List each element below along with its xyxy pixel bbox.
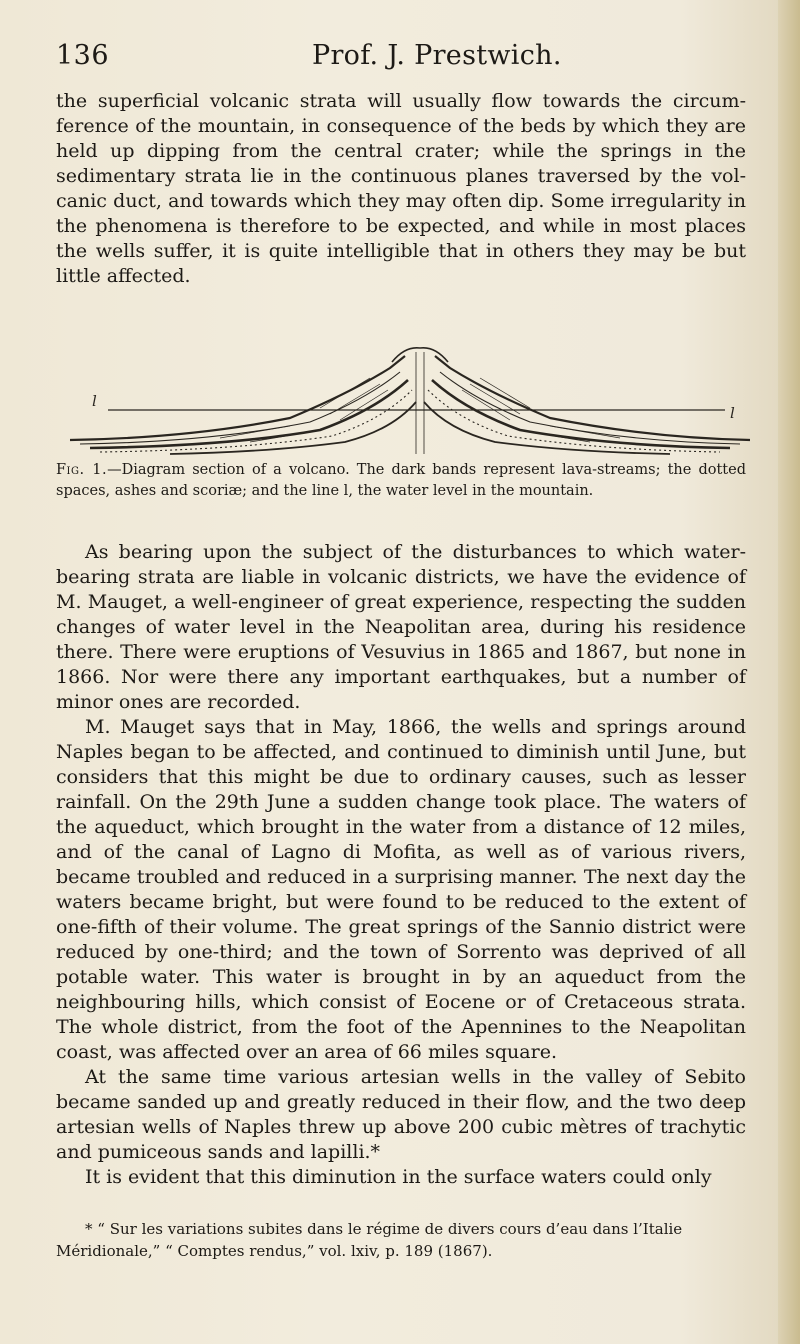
- running-head: Prof. J. Prestwich.: [312, 40, 562, 71]
- paragraph: At the same time various artesian wells in the valley of Sebito became sanded up and greatly reduced in their flow, and the two deep artesian wells of Naples threw up above 200 cubic mètres of trachytic and pumiceous sands and lapilli.*: [56, 1066, 746, 1163]
- page-header: [56, 40, 746, 80]
- main-text: [56, 540, 746, 1190]
- page-number: 136: [56, 40, 110, 71]
- figure-caption: [56, 460, 746, 502]
- page-edge: [778, 0, 800, 1344]
- figure-label: Fig. 1.: [56, 462, 108, 478]
- caption-text: —Diagram section of a volcano. The dark bands represent lava-streams; the dotted spaces, ashes and scoriæ; and the line l, the water level in the mountain.: [56, 462, 746, 499]
- water-level-label-left: l: [92, 392, 97, 410]
- paragraph: It is evident that this diminution in the surface waters could only: [85, 1166, 712, 1188]
- paragraph-continued: the superficial volcanic strata will usually flow towards the circumference of the mountain, in consequence of the beds by which they are held up dipping from the central crater; while the springs in the sedimentary strata lie in the continuous planes traversed by the volcanic duct, and towards which they may often dip. Some irregularity in the phenomena is therefore to be expected, and while in most places the wells suffer, it is quite intelligible that in others they may be but little affected.: [56, 90, 746, 287]
- volcano-cone: [70, 348, 750, 454]
- paragraph: As bearing upon the subject of the disturbances to which water-bearing strata are liable in volcanic districts, we have the evidence of M. Mauget, a well-engineer of great experience, respecting the sudden changes of water level in the Neapolitan area, during his residence there. There were eruptions of Vesuvius in 1865 and 1867, but none in 1866. Nor were there any important earthquakes, but a number of minor ones are recorded.: [56, 541, 746, 713]
- paragraph: M. Mauget says that in May, 1866, the wells and springs around Naples began to be affected, and continued to diminish until June, but considers that this might be due to ordinary causes, such as lesser rainfall. On the 29th June a sudden change took place. The waters of the aqueduct, which brought in the water from a distance of 12 miles, and of the canal of Lagno di Mofita, as well as of various rivers, became troubled and reduced in a surprising manner. The next day the waters became bright, but were found to be reduced to the extent of one-fifth of their volume. The great springs of the Sannio district were reduced by one-third; and the town of Sorrento was deprived of all potable water. This water is brought in by an aqueduct from the neighbouring hills, which consist of Eocene or of Cretaceous strata. The whole district, from the foot of the Apennines to the Neapolitan coast, was affected over an area of 66 miles square.: [56, 716, 746, 1063]
- footnote: * “ Sur les variations subites dans le régime de divers cours d’eau dans l’Italie Méridionale,” “ Comptes rendus,” vol. lxiv, p. 189 (1867).: [56, 1220, 683, 1260]
- water-level-label-right: l: [730, 404, 735, 422]
- volcano-section-diagram: [70, 338, 750, 456]
